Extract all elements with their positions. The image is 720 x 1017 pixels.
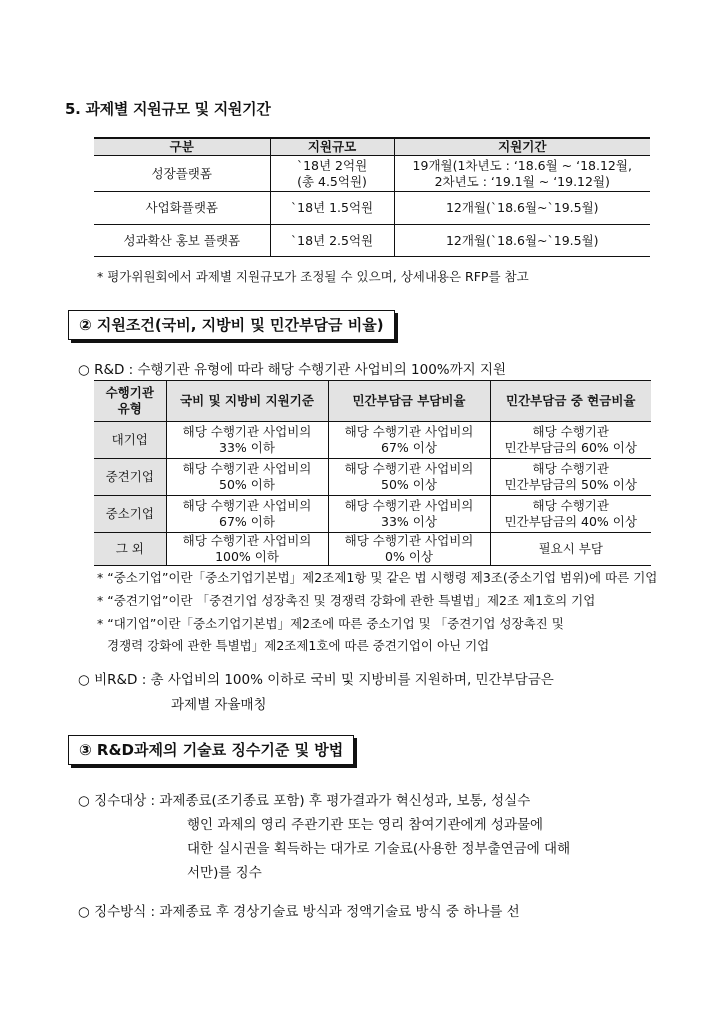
rnd-condition: ○ R&D : 수행기관 유형에 따라 해당 수행기관 사업비의 100%까지 지원: [78, 362, 507, 378]
collection-target-cont: 행인 과제의 영리 주관기관 또는 영리 참여기관에게 성과물에: [187, 817, 544, 833]
note-large-definition-cont: 경쟁력 강화에 관한 특별법」제2조제1호에 따른 중견기업이 아닌 기업: [107, 638, 490, 653]
row-period: 12개월(`18.6월~`19.5월): [394, 225, 650, 257]
row-cash-ratio: 필요시 부담: [490, 533, 651, 566]
note-midsize-definition: * “중견기업”이란 「중견기업 성장촉진 및 경쟁력 강화에 관한 특별법」제2조 제1호의 기업: [97, 593, 596, 608]
row-scale: `18년 2.5억원: [270, 225, 394, 257]
col-header-private-ratio: 민간부담금 부담비율: [328, 381, 490, 422]
row-name: 사업화플랫폼: [94, 192, 270, 225]
row-cash-ratio: 해당 수행기관 민간부담금의 60% 이상: [490, 422, 651, 459]
table-header-row: [94, 381, 651, 422]
support-condition-table: [94, 380, 651, 566]
col-header-gov-support: 국비 및 지방비 지원기준: [166, 381, 328, 422]
non-rnd-condition: ○ 비R&D : 총 사업비의 100% 이하로 국비 및 지방비를 지원하며, 민간부담금은: [78, 672, 554, 688]
table-row: [94, 496, 651, 533]
collection-method: ○ 징수방식 : 과제종료 후 경상기술료 방식과 정액기술료 방식 중 하나를 선: [78, 904, 520, 920]
collection-target-cont: 대한 실시권을 획득하는 대가로 기술료(사용한 정부출연금에 대해: [187, 841, 571, 857]
table-row: [94, 192, 650, 225]
table-row: [94, 422, 651, 459]
row-gov-support: 해당 수행기관 사업비의 67% 이하: [166, 496, 328, 533]
non-rnd-condition-cont: 과제별 자율매칭: [171, 697, 267, 713]
collection-target-cont: 서만)를 징수: [187, 865, 262, 881]
row-private-ratio: 해당 수행기관 사업비의 67% 이상: [328, 422, 490, 459]
row-period: 12개월(`18.6월~`19.5월): [394, 192, 650, 225]
row-cash-ratio: 해당 수행기관 민간부담금의 50% 이상: [490, 459, 651, 496]
row-gov-support: 해당 수행기관 사업비의 33% 이하: [166, 422, 328, 459]
section-2-title-box: ② 지원조건(국비, 지방비 및 민간부담금 비율): [68, 310, 395, 340]
col-header-type: 수행기관 유형: [94, 381, 166, 422]
section-5-heading: 5. 과제별 지원규모 및 지원기간: [65, 100, 271, 118]
row-period: 19개월(1차년도 : ‘18.6월 ~ ‘18.12월, 2차년도 : ‘19.1월 ~ ‘19.12월): [394, 156, 650, 192]
row-cash-ratio: 해당 수행기관 민간부담금의 40% 이상: [490, 496, 651, 533]
row-type: 중소기업: [94, 496, 166, 533]
row-gov-support: 해당 수행기관 사업비의 50% 이하: [166, 459, 328, 496]
row-name: 성과확산 홍보 플랫폼: [94, 225, 270, 257]
row-scale: `18년 1.5억원: [270, 192, 394, 225]
table-row: [94, 156, 650, 192]
note-sme-definition: * “중소기업”이란「중소기업기본법」제2조제1항 및 같은 법 시행령 제3조(중소기업 범위)에 따른 기업: [97, 570, 658, 585]
table-header-row: [94, 138, 650, 156]
col-header-period: 지원기간: [394, 138, 650, 156]
collection-target: ○ 징수대상 : 과제종료(조기종료 포함) 후 평가결과가 혁신성과, 보통, 성실수: [78, 793, 531, 809]
row-scale: `18년 2억원 (총 4.5억원): [270, 156, 394, 192]
table-row: [94, 459, 651, 496]
row-name: 성장플랫폼: [94, 156, 270, 192]
table-row: [94, 533, 651, 566]
col-header-category: 구분: [94, 138, 270, 156]
col-header-scale: 지원규모: [270, 138, 394, 156]
row-type: 대기업: [94, 422, 166, 459]
support-scale-table: [94, 137, 650, 257]
row-type: 그 외: [94, 533, 166, 566]
table1-note: * 평가위원회에서 과제별 지원규모가 조정될 수 있으며, 상세내용은 RFP를 참고: [97, 269, 529, 284]
note-large-definition: * “대기업”이란「중소기업기본법」제2조에 따른 중소기업 및 「중견기업 성장촉진 및: [97, 616, 564, 631]
row-type: 중견기업: [94, 459, 166, 496]
table-row: [94, 225, 650, 257]
col-header-cash-ratio: 민간부담금 중 현금비율: [490, 381, 651, 422]
section-3-title-box: ③ R&D과제의 기술료 징수기준 및 방법: [68, 735, 354, 765]
row-private-ratio: 해당 수행기관 사업비의 33% 이상: [328, 496, 490, 533]
row-private-ratio: 해당 수행기관 사업비의 0% 이상: [328, 533, 490, 566]
row-private-ratio: 해당 수행기관 사업비의 50% 이상: [328, 459, 490, 496]
row-gov-support: 해당 수행기관 사업비의 100% 이하: [166, 533, 328, 566]
